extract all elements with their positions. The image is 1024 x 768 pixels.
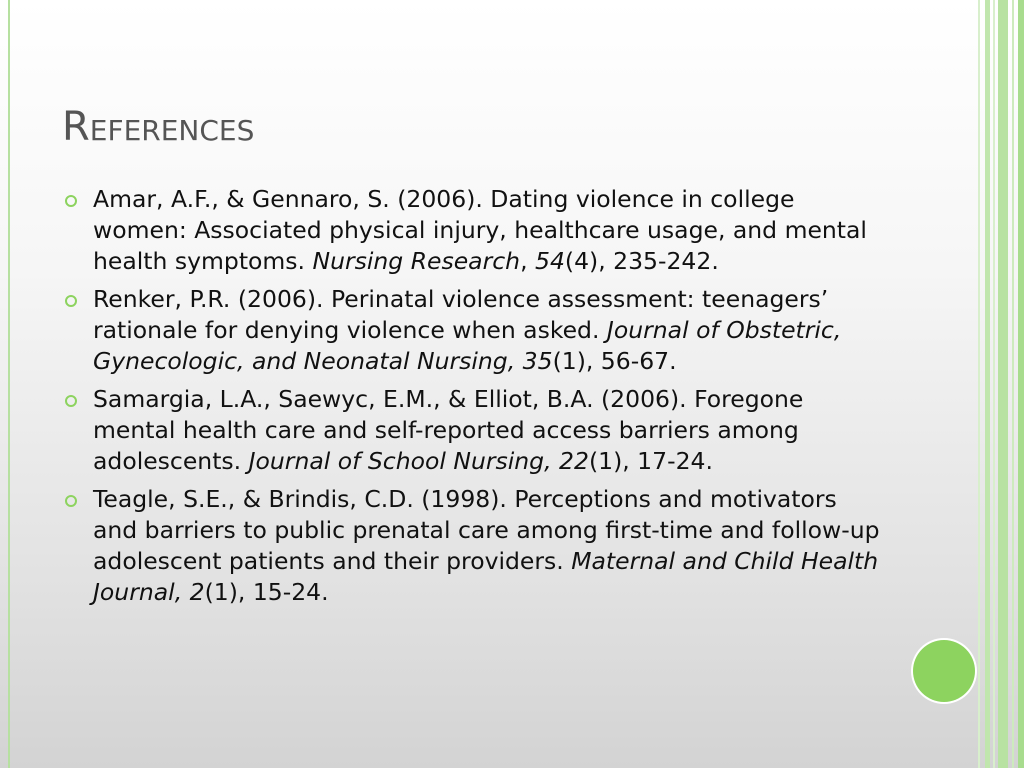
- right-accent-stripe: [998, 0, 1008, 768]
- reference-journal: Nursing Research: [312, 247, 521, 275]
- reference-separator: [515, 347, 522, 375]
- right-accent-stripe: [1012, 0, 1014, 768]
- reference-separator: ,: [520, 247, 536, 275]
- reference-issue-pages: (4), 235-242.: [564, 247, 719, 275]
- left-accent-line: [8, 0, 10, 768]
- right-accent-stripe: [985, 0, 990, 768]
- right-accent-stripe: [1018, 0, 1024, 768]
- bullet-ring-icon: [65, 395, 77, 407]
- right-accent-stripe: [978, 0, 980, 768]
- reference-item: [62, 184, 882, 277]
- bullet-ring-icon: [65, 295, 77, 307]
- reference-volume: 2: [189, 578, 205, 606]
- slide-title: References: [62, 104, 255, 150]
- reference-authors-title: Samargia, L.A., Saewyc, E.M., & Elliot, B.A. (2006). Foregone mental health care and self-reported access barriers among adolescents.: [93, 385, 804, 475]
- reference-authors-title: Teagle, S.E., & Brindis, C.D. (1998). Perceptions and motivators and barriers to public prenatal care among first-time and follow-up adolescent patients and their providers.: [93, 485, 880, 575]
- reference-item: [62, 384, 882, 477]
- reference-journal: Journal of School Nursing,: [248, 447, 552, 475]
- reference-issue-pages: (1), 15-24.: [204, 578, 329, 606]
- reference-separator: [552, 447, 559, 475]
- reference-separator: [182, 578, 189, 606]
- right-accent-stripe: [993, 0, 995, 768]
- decorative-green-circle: [913, 640, 975, 702]
- reference-item: [62, 484, 882, 608]
- reference-authors-title: Amar, A.F., & Gennaro, S. (2006). Dating violence in college women: Associated physical injury, healthcare usage, and mental health symptoms.: [93, 185, 867, 275]
- bullet-ring-icon: [65, 495, 77, 507]
- reference-volume: 35: [522, 347, 553, 375]
- reference-volume: 22: [559, 447, 589, 475]
- reference-issue-pages: (1), 56-67.: [552, 347, 677, 375]
- reference-journal: Journal of Obstetric, Gynecologic, and Neonatal Nursing,: [93, 316, 842, 375]
- reference-journal: Maternal and Child Health Journal,: [93, 547, 879, 606]
- reference-volume: 54: [535, 247, 565, 275]
- reference-item: [62, 284, 882, 377]
- reference-authors-title: Renker, P.R. (2006). Perinatal violence assessment: teenagers’ rationale for denying violence when asked.: [93, 285, 829, 344]
- reference-issue-pages: (1), 17-24.: [588, 447, 713, 475]
- bullet-ring-icon: [65, 195, 77, 207]
- reference-list: [62, 184, 882, 615]
